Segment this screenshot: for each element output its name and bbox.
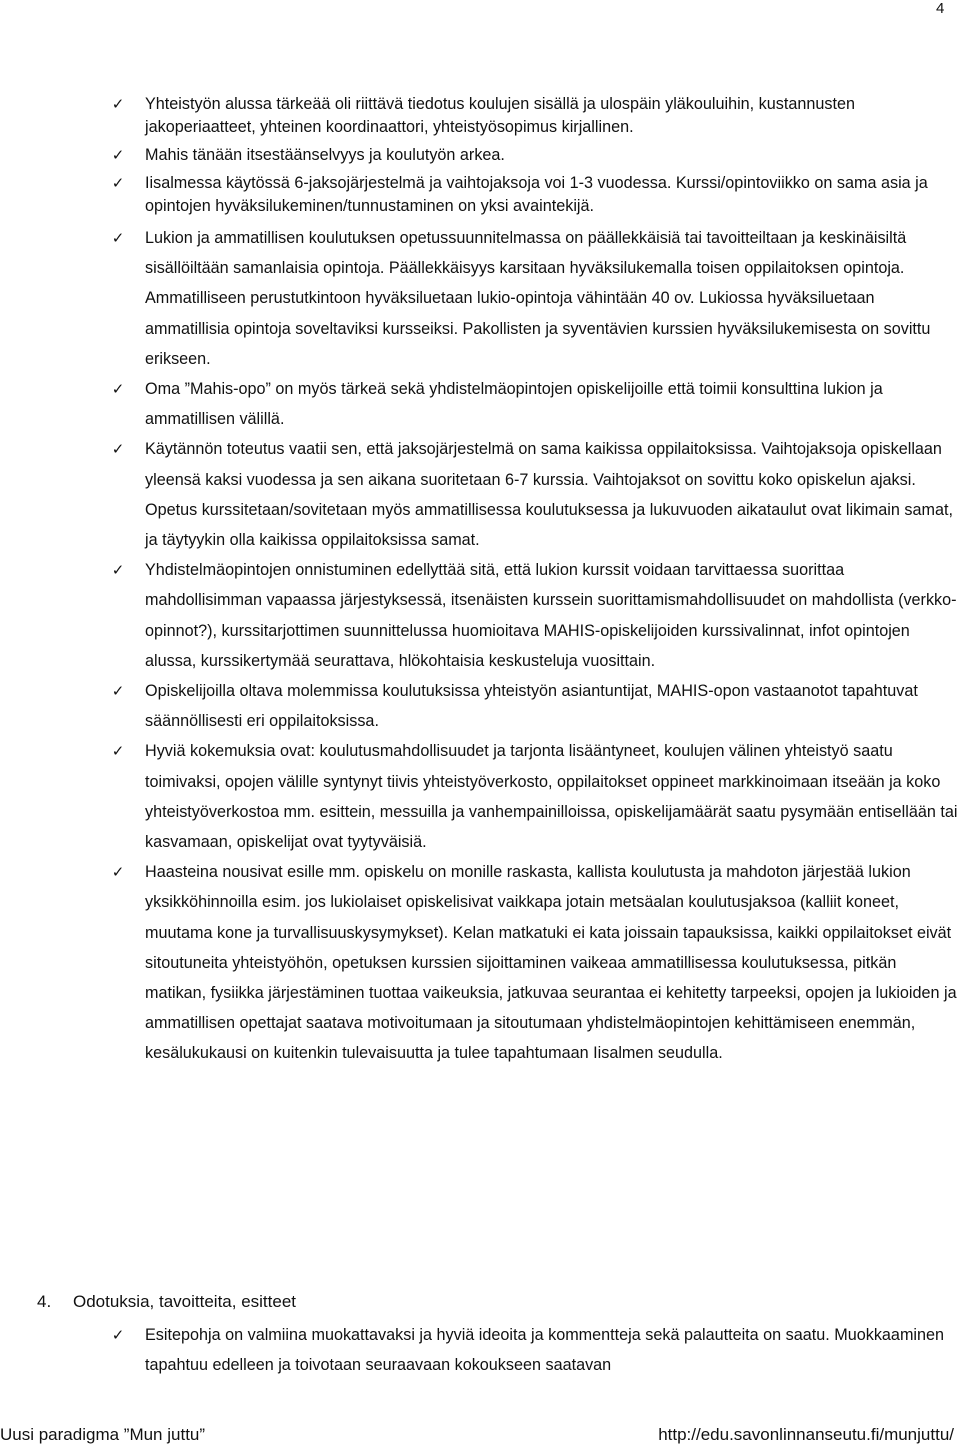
list-item (108, 555, 958, 676)
checkmark-icon: ✓ (111, 742, 125, 761)
section-bullet-list (108, 1320, 958, 1380)
checkmark-icon: ✓ (111, 146, 125, 164)
checkmark-icon: ✓ (111, 561, 125, 580)
checkmark-icon: ✓ (111, 229, 125, 247)
list-item (108, 93, 958, 139)
page-number: 4 (936, 0, 945, 17)
footer-url: http://edu.savonlinnanseutu.fi/munjuttu/ (658, 1425, 954, 1444)
list-item (108, 1320, 958, 1380)
list-item-text: Opiskelijoilla oltava molemmissa koulutuksissa yhteistyön asiantuntijat, MAHIS-opon vastaanotot tapahtuvat säännöllisesti eri oppilaitoksissa. (145, 682, 918, 731)
section-title: Odotuksia, tavoitteita, esitteet (73, 1292, 297, 1311)
list-item-text: Haasteina nousivat esille mm. opiskelu on monille raskasta, kallista koulutusta ja mahdoton järjestää lukion yksikköhinnoilla esim. jos lukiolaiset opiskelisivat vaikkapa jotain metsäalan koulutusjaksoa (kalliit koneet, muutama kone ja turvallisuuskysymykset). Kelan matkatuki ei kata joissain tapauksissa, kaikki oppilaitokset eivät sitoutuneita yhteistyöhön, opetuksen kurssien sijoittaminen vaikeaa ammatillisessa koulutuksessa, pitkän matikan, fysiikka järjestäminen tuottaa vaikeuksia, jatkuvaa seurantaa ei kehitetty tarpeeksi, opojen ja lukioiden ja ammatillisen opettajat saatava motivoitumaan ja sitoutumaan yhdistelmäopintojen kehittämiseen enemmän, kesälukukausi on kuitenkin tulevaisuutta ja tulee tapahtumaan Iisalmen seudulla. (145, 863, 957, 1063)
list-item-text: Iisalmessa käytössä 6-jaksojärjestelmä ja vaihtojaksoja voi 1-3 vuodessa. Kurssi/opintoviikko on sama asia ja opintojen hyväksilukeminen/tunnustaminen on yksi avaintekijä. (145, 174, 928, 215)
list-item (108, 223, 958, 374)
checkmark-icon: ✓ (111, 1326, 125, 1344)
checkmark-icon: ✓ (111, 174, 125, 192)
list-item (108, 172, 958, 218)
checkmark-icon: ✓ (111, 440, 125, 459)
list-item (108, 374, 958, 434)
footer-title: Uusi paradigma ”Mun juttu” (0, 1425, 206, 1444)
list-item-text: Yhteistyön alussa tärkeää oli riittävä tiedotus koulujen sisällä ja ulospäin yläkouluihin, kustannusten jakoperiaatteet, yhteinen koordinaattori, yhteistyösopimus kirjallinen. (145, 95, 855, 136)
section-number: 4. (37, 1292, 52, 1311)
checkmark-icon: ✓ (111, 95, 125, 113)
list-item-text: Käytännön toteutus vaatii sen, että jaksojärjestelmä on sama kaikissa oppilaitoksissa. Vaihtojaksoja opiskellaan yleensä kaksi vuodessa ja sen aikana suoritetaan 6-7 kurssia. Vaihtojaksot on sovittu koko opiskelun ajaksi. Opetus kurssitetaan/sovitetaan myös ammatillisessa koulutuksessa ja lukuvuoden aikataulut ovat likimain samat, ja täytyykin olla kaikissa oppilaitoksissa samat. (145, 440, 953, 550)
list-item-text: Yhdistelmäopintojen onnistuminen edellyttää sitä, että lukion kurssit voidaan tarvittaessa suorittaa mahdollisimman vapaassa järjestyksessä, itsenäisten kurssein suorittamismahdollisuudet on mahdollista (verkko-opinnot?), kurssitarjottimen suunnittelussa huomioitava MAHIS-opiskelijoiden kurssivalinnat, infot opintojen alussa, kurssikertymää seurattava, hlökohtaisia keskusteluja vuosittain. (145, 561, 957, 670)
list-item (108, 736, 958, 857)
list-item (108, 676, 958, 736)
list-item (108, 857, 958, 1068)
list-item-text: Mahis tänään itsestäänselvyys ja koulutyön arkea. (145, 146, 505, 164)
list-item-text: Hyviä kokemuksia ovat: koulutusmahdollisuudet ja tarjonta lisääntyneet, koulujen välinen yhteistyö saatu toimivaksi, opojen välille syntynyt tiivis yhteistyöverkosto, oppilaitokset oppineet markkinoimaan itseään ja koko yhteistyöverkostoa mm. esittein, messuilla ja vanhempainilloissa, opiskelijamäärät saatu pysymään entisellään tai kasvamaan, opiskelijat ovat tyytyväisiä. (145, 742, 958, 852)
list-item-text: Lukion ja ammatillisen koulutuksen opetussuunnitelmassa on päällekkäisiä tai tavoitteiltaan ja keskinäisiltä sisällöiltään samanlaisia opintoja. Päällekkäisyys karsitaan hyväksilukemalla toisen oppilaitoksen opintoja. Ammatilliseen perustutkintoon hyväksiluetaan lukio-opintoja vähintään 40 ov. Lukiossa hyväksiluetaan ammatillisia opintoja soveltaviksi kursseiksi. Pakollisten ja syventävien kurssien hyväksilukemisesta on sovittu erikseen. (145, 229, 931, 368)
list-item (108, 144, 958, 167)
checkmark-icon: ✓ (111, 682, 125, 701)
list-item-text: Oma ”Mahis-opo” on myös tärkeä sekä yhdistelmäopintojen opiskelijoille että toimii konsulttina lukion ja ammatillisen välillä. (145, 380, 883, 429)
bullet-list (108, 93, 958, 1069)
list-item-text: Esitepohja on valmiina muokattavaksi ja hyviä ideoita ja kommentteja sekä palautteita on saatu. Muokkaaminen tapahtuu edelleen ja toivotaan seuraavaan kokoukseen saatavan (145, 1326, 945, 1375)
section-heading (37, 1292, 296, 1312)
list-item (108, 434, 958, 555)
checkmark-icon: ✓ (111, 863, 125, 882)
checkmark-icon: ✓ (111, 380, 125, 399)
